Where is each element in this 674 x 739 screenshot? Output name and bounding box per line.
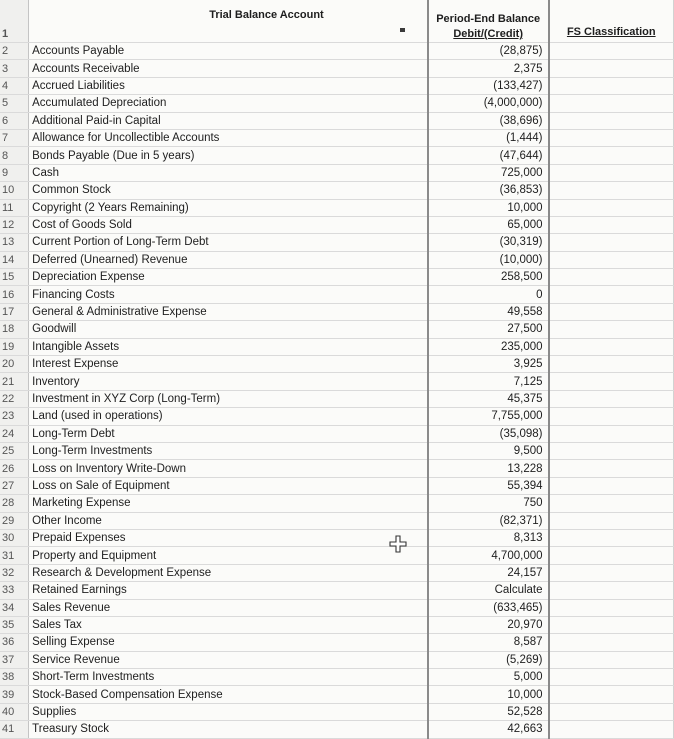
row-number[interactable]: 7 <box>0 129 29 146</box>
account-cell[interactable]: Deferred (Unearned) Revenue <box>29 251 428 268</box>
account-cell[interactable]: Additional Paid-in Capital <box>29 112 428 129</box>
fs-classification-cell[interactable] <box>549 286 674 303</box>
account-cell[interactable]: Marketing Expense <box>29 495 428 512</box>
table-row <box>0 547 674 564</box>
fs-classification-cell[interactable] <box>549 547 674 564</box>
fs-classification-cell[interactable] <box>549 251 674 268</box>
row-number[interactable]: 4 <box>0 77 29 94</box>
header-balance-cell[interactable] <box>428 0 549 43</box>
account-cell[interactable]: Current Portion of Long-Term Debt <box>29 234 428 251</box>
row-number[interactable]: 18 <box>0 321 29 338</box>
row-number[interactable]: 20 <box>0 356 29 373</box>
row-number[interactable]: 22 <box>0 390 29 407</box>
fs-classification-cell[interactable] <box>549 442 674 459</box>
table-row <box>0 390 674 407</box>
account-cell[interactable]: Service Revenue <box>29 651 428 668</box>
table-row <box>0 356 674 373</box>
balance-cell[interactable]: 27,500 <box>428 321 549 338</box>
table-row <box>0 425 674 442</box>
fs-classification-cell[interactable] <box>549 529 674 546</box>
table-row <box>0 77 674 94</box>
account-cell[interactable]: Sales Revenue <box>29 599 428 616</box>
fs-classification-cell[interactable] <box>549 321 674 338</box>
account-cell[interactable]: Allowance for Uncollectible Accounts <box>29 129 428 146</box>
balance-cell[interactable]: 5,000 <box>428 669 549 686</box>
account-cell[interactable]: Supplies <box>29 703 428 720</box>
table-row <box>0 512 674 529</box>
fs-classification-cell[interactable] <box>549 408 674 425</box>
account-cell[interactable]: Accounts Payable <box>29 43 428 60</box>
row-number[interactable]: 27 <box>0 477 29 494</box>
table-row <box>0 616 674 633</box>
fs-classification-cell[interactable] <box>549 495 674 512</box>
balance-cell[interactable]: 750 <box>428 495 549 512</box>
row-number[interactable]: 11 <box>0 199 29 216</box>
fs-classification-cell[interactable] <box>549 616 674 633</box>
balance-cell[interactable]: Calculate <box>428 582 549 599</box>
balance-cell[interactable]: 9,500 <box>428 442 549 459</box>
row-number[interactable]: 25 <box>0 442 29 459</box>
account-cell[interactable]: Common Stock <box>29 182 428 199</box>
balance-cell[interactable]: (82,371) <box>428 512 549 529</box>
fs-classification-cell[interactable] <box>549 182 674 199</box>
account-cell[interactable]: Copyright (2 Years Remaining) <box>29 199 428 216</box>
balance-cell[interactable]: (10,000) <box>428 251 549 268</box>
account-cell[interactable]: General & Administrative Expense <box>29 303 428 320</box>
account-cell[interactable]: Sales Tax <box>29 616 428 633</box>
row-number[interactable]: 14 <box>0 251 29 268</box>
table-row <box>0 651 674 668</box>
balance-cell[interactable]: (133,427) <box>428 77 549 94</box>
balance-cell[interactable]: 7,125 <box>428 373 549 390</box>
fs-classification-cell[interactable] <box>549 234 674 251</box>
fs-classification-cell[interactable] <box>549 303 674 320</box>
balance-cell[interactable]: 10,000 <box>428 199 549 216</box>
balance-cell[interactable]: 3,925 <box>428 356 549 373</box>
account-cell[interactable]: Short-Term Investments <box>29 669 428 686</box>
row-number[interactable]: 26 <box>0 460 29 477</box>
account-cell[interactable]: Intangible Assets <box>29 338 428 355</box>
fs-classification-cell[interactable] <box>549 634 674 651</box>
balance-cell[interactable]: 52,528 <box>428 703 549 720</box>
balance-cell[interactable]: 4,700,000 <box>428 547 549 564</box>
balance-cell[interactable]: 24,157 <box>428 564 549 581</box>
row-number[interactable]: 35 <box>0 616 29 633</box>
table-row <box>0 373 674 390</box>
fs-classification-cell[interactable] <box>549 269 674 286</box>
header-account-cell[interactable] <box>29 0 428 43</box>
table-row <box>0 251 674 268</box>
row-number[interactable]: 37 <box>0 651 29 668</box>
table-row <box>0 634 674 651</box>
crosshair-cursor-icon <box>389 535 407 553</box>
table-row <box>0 529 674 546</box>
account-cell[interactable]: Retained Earnings <box>29 582 428 599</box>
fs-classification-cell[interactable] <box>549 512 674 529</box>
row-number[interactable]: 33 <box>0 582 29 599</box>
balance-column-title-line1: Period-End Balance <box>436 13 541 25</box>
account-cell[interactable]: Financing Costs <box>29 286 428 303</box>
balance-cell[interactable]: 2,375 <box>428 60 549 77</box>
table-row <box>0 686 674 703</box>
table-row <box>0 703 674 720</box>
row-number[interactable]: 31 <box>0 547 29 564</box>
fs-classification-cell[interactable] <box>549 703 674 720</box>
account-cell[interactable]: Accumulated Depreciation <box>29 95 428 112</box>
balance-cell[interactable]: 10,000 <box>428 686 549 703</box>
header-fs-cell[interactable] <box>549 0 674 43</box>
table-row <box>0 669 674 686</box>
balance-column-title-line2: Debit/(Credit) <box>453 28 523 40</box>
balance-cell[interactable]: (633,465) <box>428 599 549 616</box>
row-number[interactable]: 36 <box>0 634 29 651</box>
account-cell[interactable]: Research & Development Expense <box>29 564 428 581</box>
row-number[interactable]: 41 <box>0 721 29 738</box>
table-row <box>0 599 674 616</box>
table-row <box>0 199 674 216</box>
table-row <box>0 408 674 425</box>
account-cell[interactable]: Goodwill <box>29 321 428 338</box>
fs-classification-cell[interactable] <box>549 373 674 390</box>
fs-classification-cell[interactable] <box>549 686 674 703</box>
table-row <box>0 564 674 581</box>
row-number[interactable]: 17 <box>0 303 29 320</box>
account-cell[interactable]: Cash <box>29 164 428 181</box>
row-number[interactable]: 23 <box>0 408 29 425</box>
fs-classification-cell[interactable] <box>549 95 674 112</box>
row-number[interactable]: 19 <box>0 338 29 355</box>
balance-cell[interactable]: 65,000 <box>428 216 549 233</box>
balance-cell[interactable]: 8,587 <box>428 634 549 651</box>
balance-cell[interactable]: 55,394 <box>428 477 549 494</box>
account-cell[interactable]: Cost of Goods Sold <box>29 216 428 233</box>
fs-classification-cell[interactable] <box>549 199 674 216</box>
row-number[interactable]: 3 <box>0 60 29 77</box>
fs-classification-cell[interactable] <box>549 564 674 581</box>
account-cell[interactable]: Long-Term Investments <box>29 442 428 459</box>
row-number[interactable]: 29 <box>0 512 29 529</box>
header-row <box>0 0 674 43</box>
row-number[interactable]: 13 <box>0 234 29 251</box>
table-row <box>0 477 674 494</box>
balance-cell[interactable]: 8,313 <box>428 529 549 546</box>
account-cell[interactable]: Selling Expense <box>29 634 428 651</box>
table-row <box>0 269 674 286</box>
row-number[interactable]: 24 <box>0 425 29 442</box>
account-cell[interactable]: Stock-Based Compensation Expense <box>29 686 428 703</box>
fs-classification-cell[interactable] <box>549 460 674 477</box>
fs-classification-column-title: FS Classification <box>566 26 656 38</box>
row-number[interactable]: 9 <box>0 164 29 181</box>
row-number[interactable]: 5 <box>0 95 29 112</box>
account-cell[interactable]: Property and Equipment <box>29 547 428 564</box>
account-cell[interactable]: Bonds Payable (Due in 5 years) <box>29 147 428 164</box>
table-row <box>0 95 674 112</box>
balance-cell[interactable]: (38,696) <box>428 112 549 129</box>
table-row <box>0 182 674 199</box>
account-cell[interactable]: Inventory <box>29 373 428 390</box>
account-cell[interactable]: Loss on Sale of Equipment <box>29 477 428 494</box>
table-row <box>0 582 674 599</box>
table-row <box>0 147 674 164</box>
row-number[interactable]: 40 <box>0 703 29 720</box>
balance-cell[interactable]: 49,558 <box>428 303 549 320</box>
fs-classification-cell[interactable] <box>549 721 674 738</box>
account-cell[interactable]: Prepaid Expenses <box>29 529 428 546</box>
row-number[interactable]: 21 <box>0 373 29 390</box>
account-cell[interactable]: Investment in XYZ Corp (Long-Term) <box>29 390 428 407</box>
fs-classification-cell[interactable] <box>549 147 674 164</box>
account-cell[interactable]: Accrued Liabilities <box>29 77 428 94</box>
balance-cell[interactable]: (47,644) <box>428 147 549 164</box>
table-row <box>0 442 674 459</box>
table-row <box>0 112 674 129</box>
fs-classification-cell[interactable] <box>549 216 674 233</box>
row-number[interactable]: 32 <box>0 564 29 581</box>
fs-classification-cell[interactable] <box>549 112 674 129</box>
table-row <box>0 43 674 60</box>
table-row <box>0 234 674 251</box>
table-row <box>0 460 674 477</box>
account-cell[interactable]: Other Income <box>29 512 428 529</box>
balance-cell[interactable]: (36,853) <box>428 182 549 199</box>
fs-classification-cell[interactable] <box>549 129 674 146</box>
balance-cell[interactable]: (1,444) <box>428 129 549 146</box>
fs-classification-cell[interactable] <box>549 582 674 599</box>
account-cell[interactable]: Land (used in operations) <box>29 408 428 425</box>
balance-cell[interactable]: 0 <box>428 286 549 303</box>
table-row <box>0 129 674 146</box>
balance-cell[interactable]: 7,755,000 <box>428 408 549 425</box>
fs-classification-cell[interactable] <box>549 356 674 373</box>
account-cell[interactable]: Depreciation Expense <box>29 269 428 286</box>
row-number[interactable]: 1 <box>0 0 29 43</box>
row-number[interactable]: 30 <box>0 529 29 546</box>
balance-cell[interactable]: (35,098) <box>428 425 549 442</box>
table-row <box>0 338 674 355</box>
balance-cell[interactable]: (30,319) <box>428 234 549 251</box>
fs-classification-cell[interactable] <box>549 164 674 181</box>
fs-classification-cell[interactable] <box>549 43 674 60</box>
row-number[interactable]: 28 <box>0 495 29 512</box>
column-resize-handle[interactable] <box>400 28 405 32</box>
fs-classification-cell[interactable] <box>549 477 674 494</box>
row-number[interactable]: 10 <box>0 182 29 199</box>
table-row <box>0 216 674 233</box>
balance-cell[interactable]: (28,875) <box>428 43 549 60</box>
balance-cell[interactable]: 235,000 <box>428 338 549 355</box>
balance-cell[interactable]: 45,375 <box>428 390 549 407</box>
table-row <box>0 321 674 338</box>
row-number[interactable]: 2 <box>0 43 29 60</box>
fs-classification-cell[interactable] <box>549 77 674 94</box>
balance-cell[interactable]: (4,000,000) <box>428 95 549 112</box>
table-row <box>0 286 674 303</box>
fs-classification-cell[interactable] <box>549 599 674 616</box>
fs-classification-cell[interactable] <box>549 651 674 668</box>
row-number[interactable]: 8 <box>0 147 29 164</box>
row-number[interactable]: 34 <box>0 599 29 616</box>
balance-cell[interactable]: (5,269) <box>428 651 549 668</box>
account-cell[interactable]: Interest Expense <box>29 356 428 373</box>
fs-classification-cell[interactable] <box>549 60 674 77</box>
account-cell[interactable]: Treasury Stock <box>29 721 428 738</box>
fs-classification-cell[interactable] <box>549 669 674 686</box>
balance-cell[interactable]: 20,970 <box>428 616 549 633</box>
account-cell[interactable]: Accounts Receivable <box>29 60 428 77</box>
row-number[interactable]: 6 <box>0 112 29 129</box>
table-row <box>0 303 674 320</box>
balance-cell[interactable]: 13,228 <box>428 460 549 477</box>
account-cell[interactable]: Long-Term Debt <box>29 425 428 442</box>
balance-cell[interactable]: 42,663 <box>428 721 549 738</box>
row-number[interactable]: 39 <box>0 686 29 703</box>
table-row <box>0 495 674 512</box>
account-column-title: Trial Balance Account <box>209 9 324 21</box>
balance-cell[interactable]: 725,000 <box>428 164 549 181</box>
account-cell[interactable]: Loss on Inventory Write-Down <box>29 460 428 477</box>
fs-classification-cell[interactable] <box>549 390 674 407</box>
fs-classification-cell[interactable] <box>549 338 674 355</box>
row-number[interactable]: 38 <box>0 669 29 686</box>
fs-classification-cell[interactable] <box>549 425 674 442</box>
row-number[interactable]: 16 <box>0 286 29 303</box>
table-row <box>0 164 674 181</box>
table-row <box>0 60 674 77</box>
table-row <box>0 721 674 738</box>
row-number[interactable]: 12 <box>0 216 29 233</box>
row-number[interactable]: 15 <box>0 269 29 286</box>
balance-cell[interactable]: 258,500 <box>428 269 549 286</box>
